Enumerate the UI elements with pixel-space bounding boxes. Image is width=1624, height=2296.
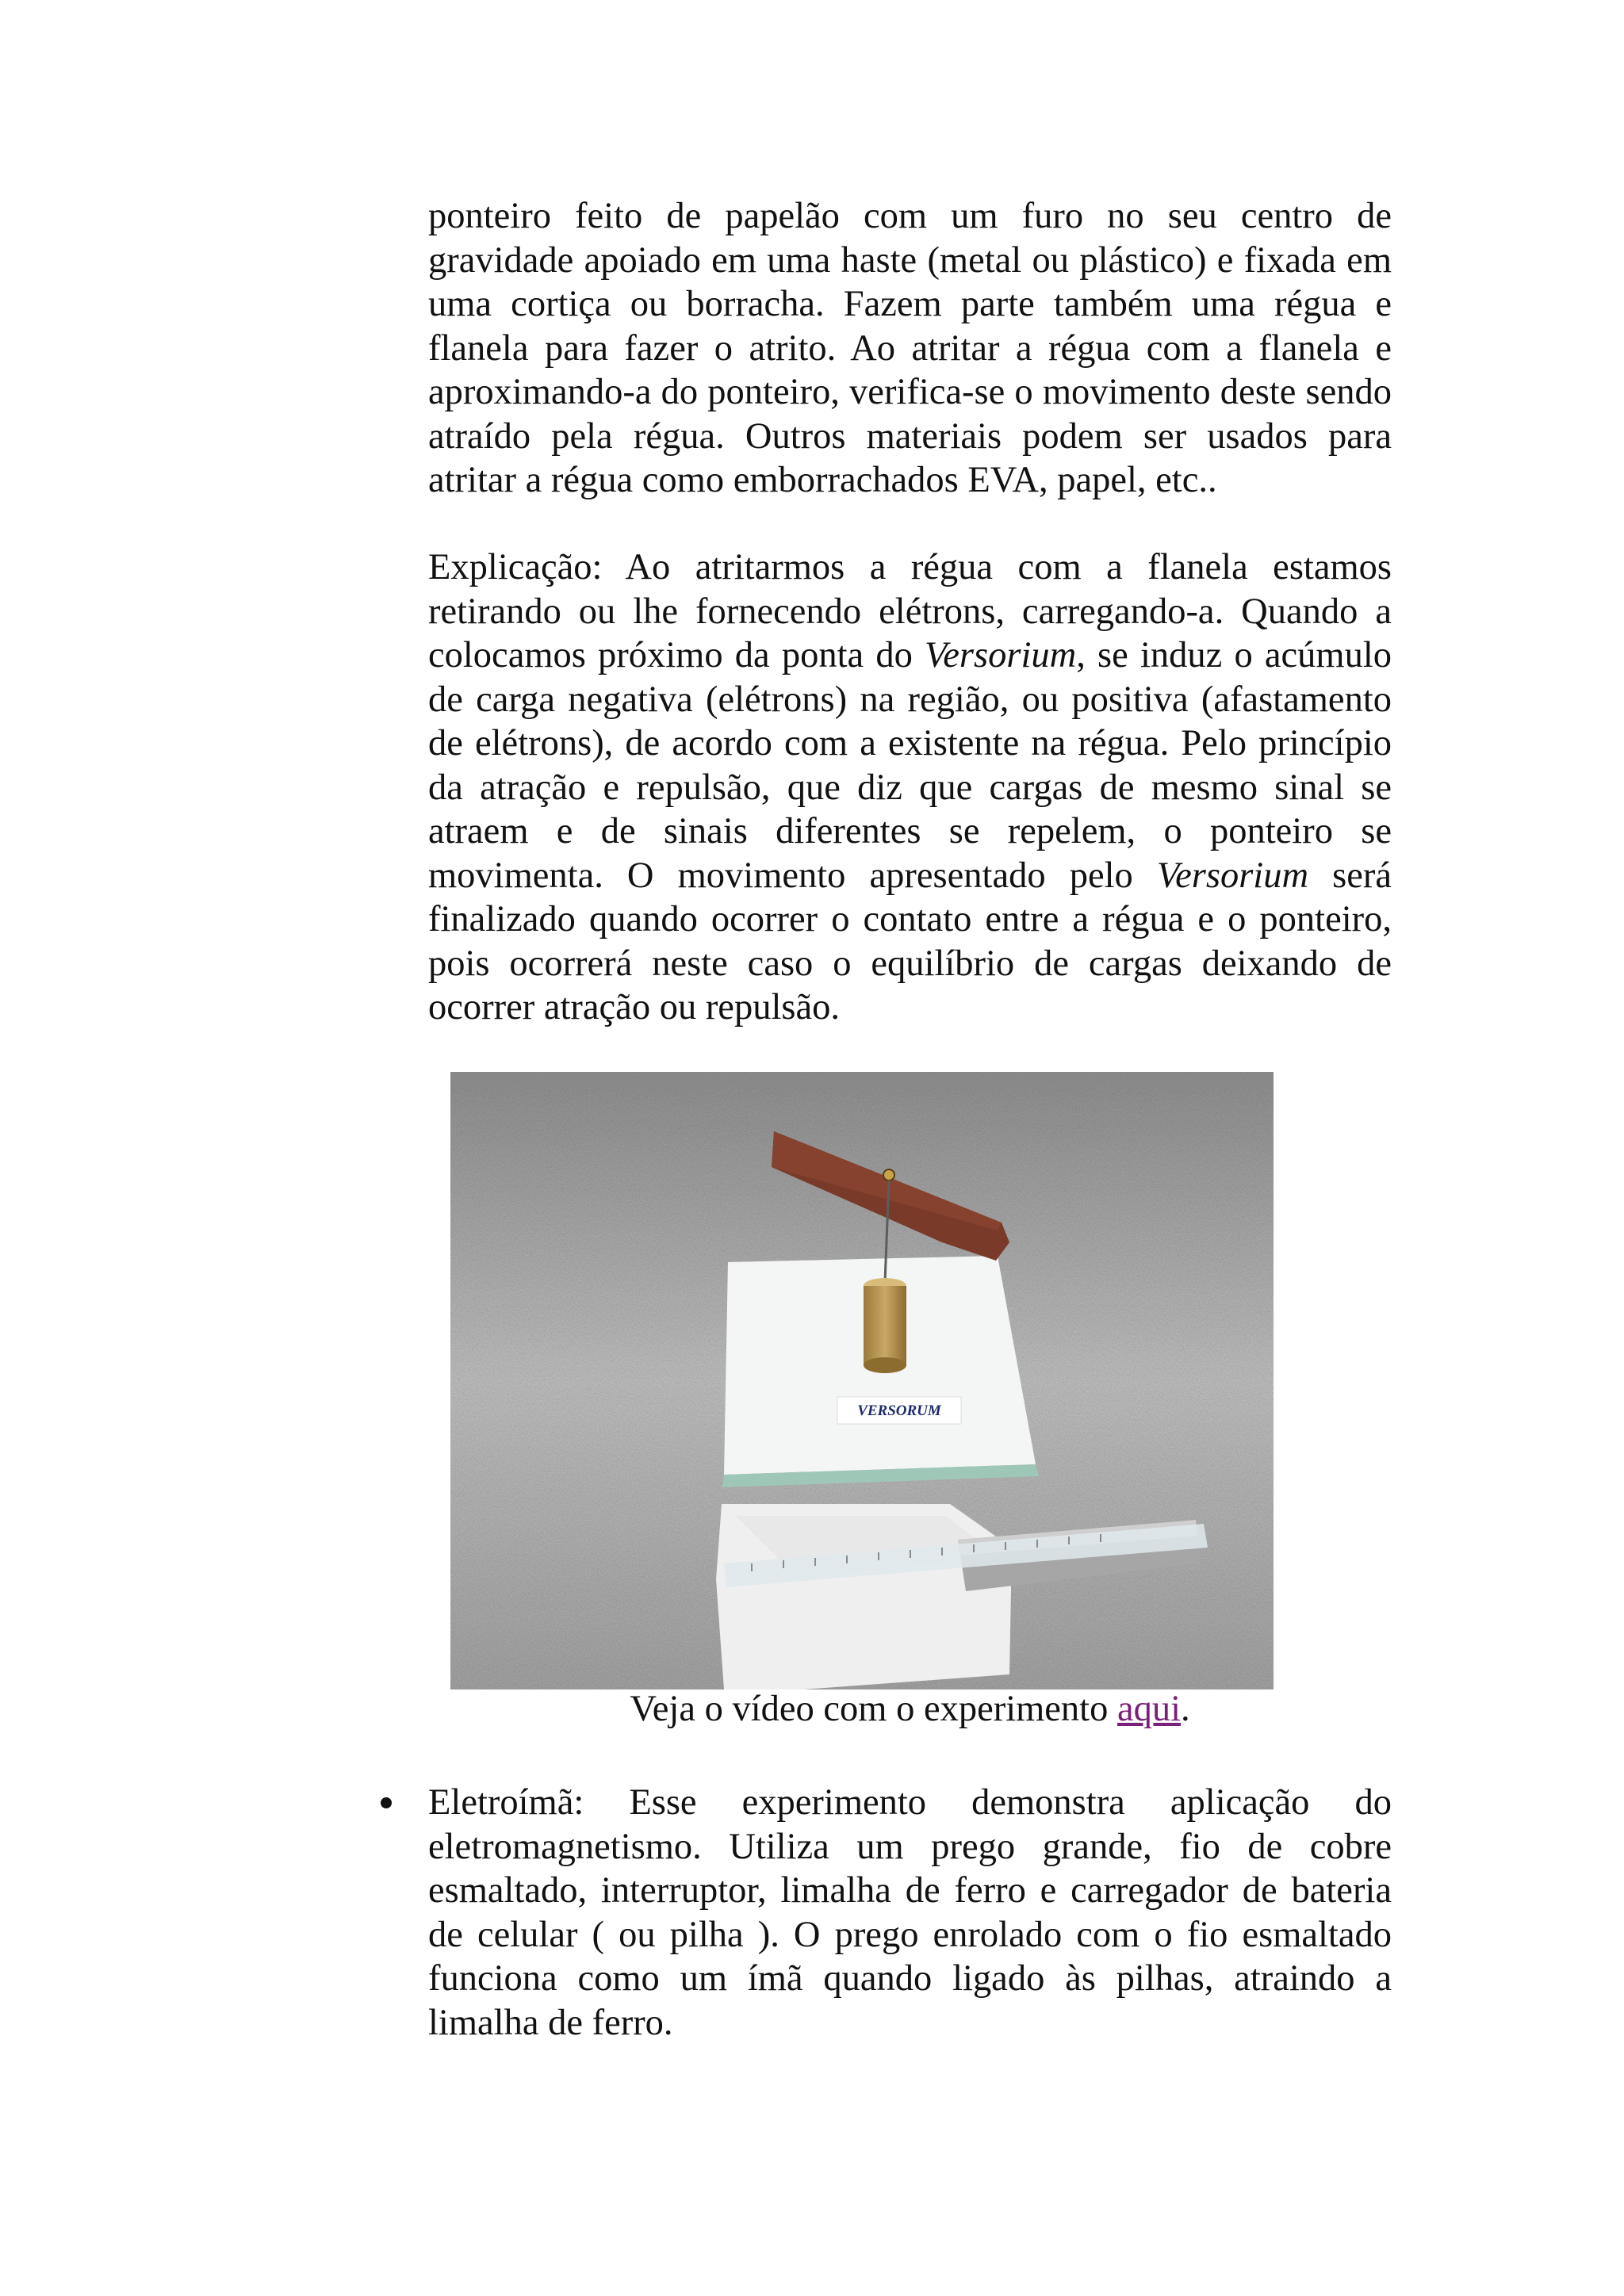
- cork-bottom: [864, 1357, 906, 1373]
- paragraph-explanation: [428, 545, 1392, 1030]
- photo-caption: [428, 1687, 1392, 1732]
- paragraph-text: ponteiro feito de papelão com um furo no seu centro de gravidade apoiado em uma haste (metal ou plástico) e fixada em uma cortiça ou borracha. Fazem parte também uma régua e flanela para fazer o atrito. Ao atritar a régua com a flanela e aproximando-a do ponteiro, verifica-se o movimento deste sendo atraído pela régua. Outros materiais podem ser usados para atritar a régua como emborrachados EVA, papel, etc..: [428, 196, 1392, 500]
- explanation-part-3: será finalizado quando ocorrer o contato entre a régua e o ponteiro, pois ocorrerá neste caso o equilíbrio de cargas deixando de ocorrer atração ou repulsão.: [428, 855, 1392, 1027]
- italic-versorium-2: Versorium: [1156, 855, 1309, 896]
- explanation-part-1: Explicação: Ao atritarmos a régua com a flanela estamos retirando ou lhe fornecendo elétrons, carregando-a. Quando a colocamos próximo da ponta do: [428, 547, 1392, 675]
- bullet-text: Eletroímã: Esse experimento demonstra aplicação do eletromagnetismo. Utiliza um prego grande, fio de cobre esmaltado, interruptor, limalha de ferro e carregador de bateria de celular ( ou pilha ). O prego enrolado com o fio esmaltado funciona como um ímã quando ligado às pilhas, atraindo a limalha de ferro.: [428, 1782, 1392, 2043]
- video-link[interactable]: aqui: [1116, 1689, 1182, 1729]
- granite-edge: [450, 1072, 1274, 1088]
- caption-text: Veja o vídeo com o experimento: [630, 1689, 1117, 1729]
- bullet-dot-icon: [381, 1797, 392, 1808]
- italic-versorium-1: Versorium: [925, 635, 1077, 675]
- explanation-part-2: , se induz o acúmulo de carga negativa (elétrons) na região, ou positiva (afastamento de elétrons), de acordo com a existente na régua. Pelo princípio da atração e repulsão, que diz que cargas de mesmo sinal se atraem e de sinais diferentes se repelem, o ponteiro se movimenta. O movimento apresentado pelo: [428, 635, 1392, 896]
- versorum-label-text: VERSORUM: [857, 1402, 941, 1419]
- paragraph-explanation-text: [428, 545, 1392, 1030]
- versorium-photo: [450, 1072, 1274, 1689]
- pivot-pin: [883, 1169, 894, 1181]
- bullet-item-eletroima: [428, 1781, 1392, 2045]
- caption-suffix: .: [1181, 1689, 1190, 1729]
- versorium-photo-svg: [450, 1072, 1274, 1689]
- cork-body: [864, 1286, 906, 1365]
- paragraph-versorium-description: [428, 194, 1392, 503]
